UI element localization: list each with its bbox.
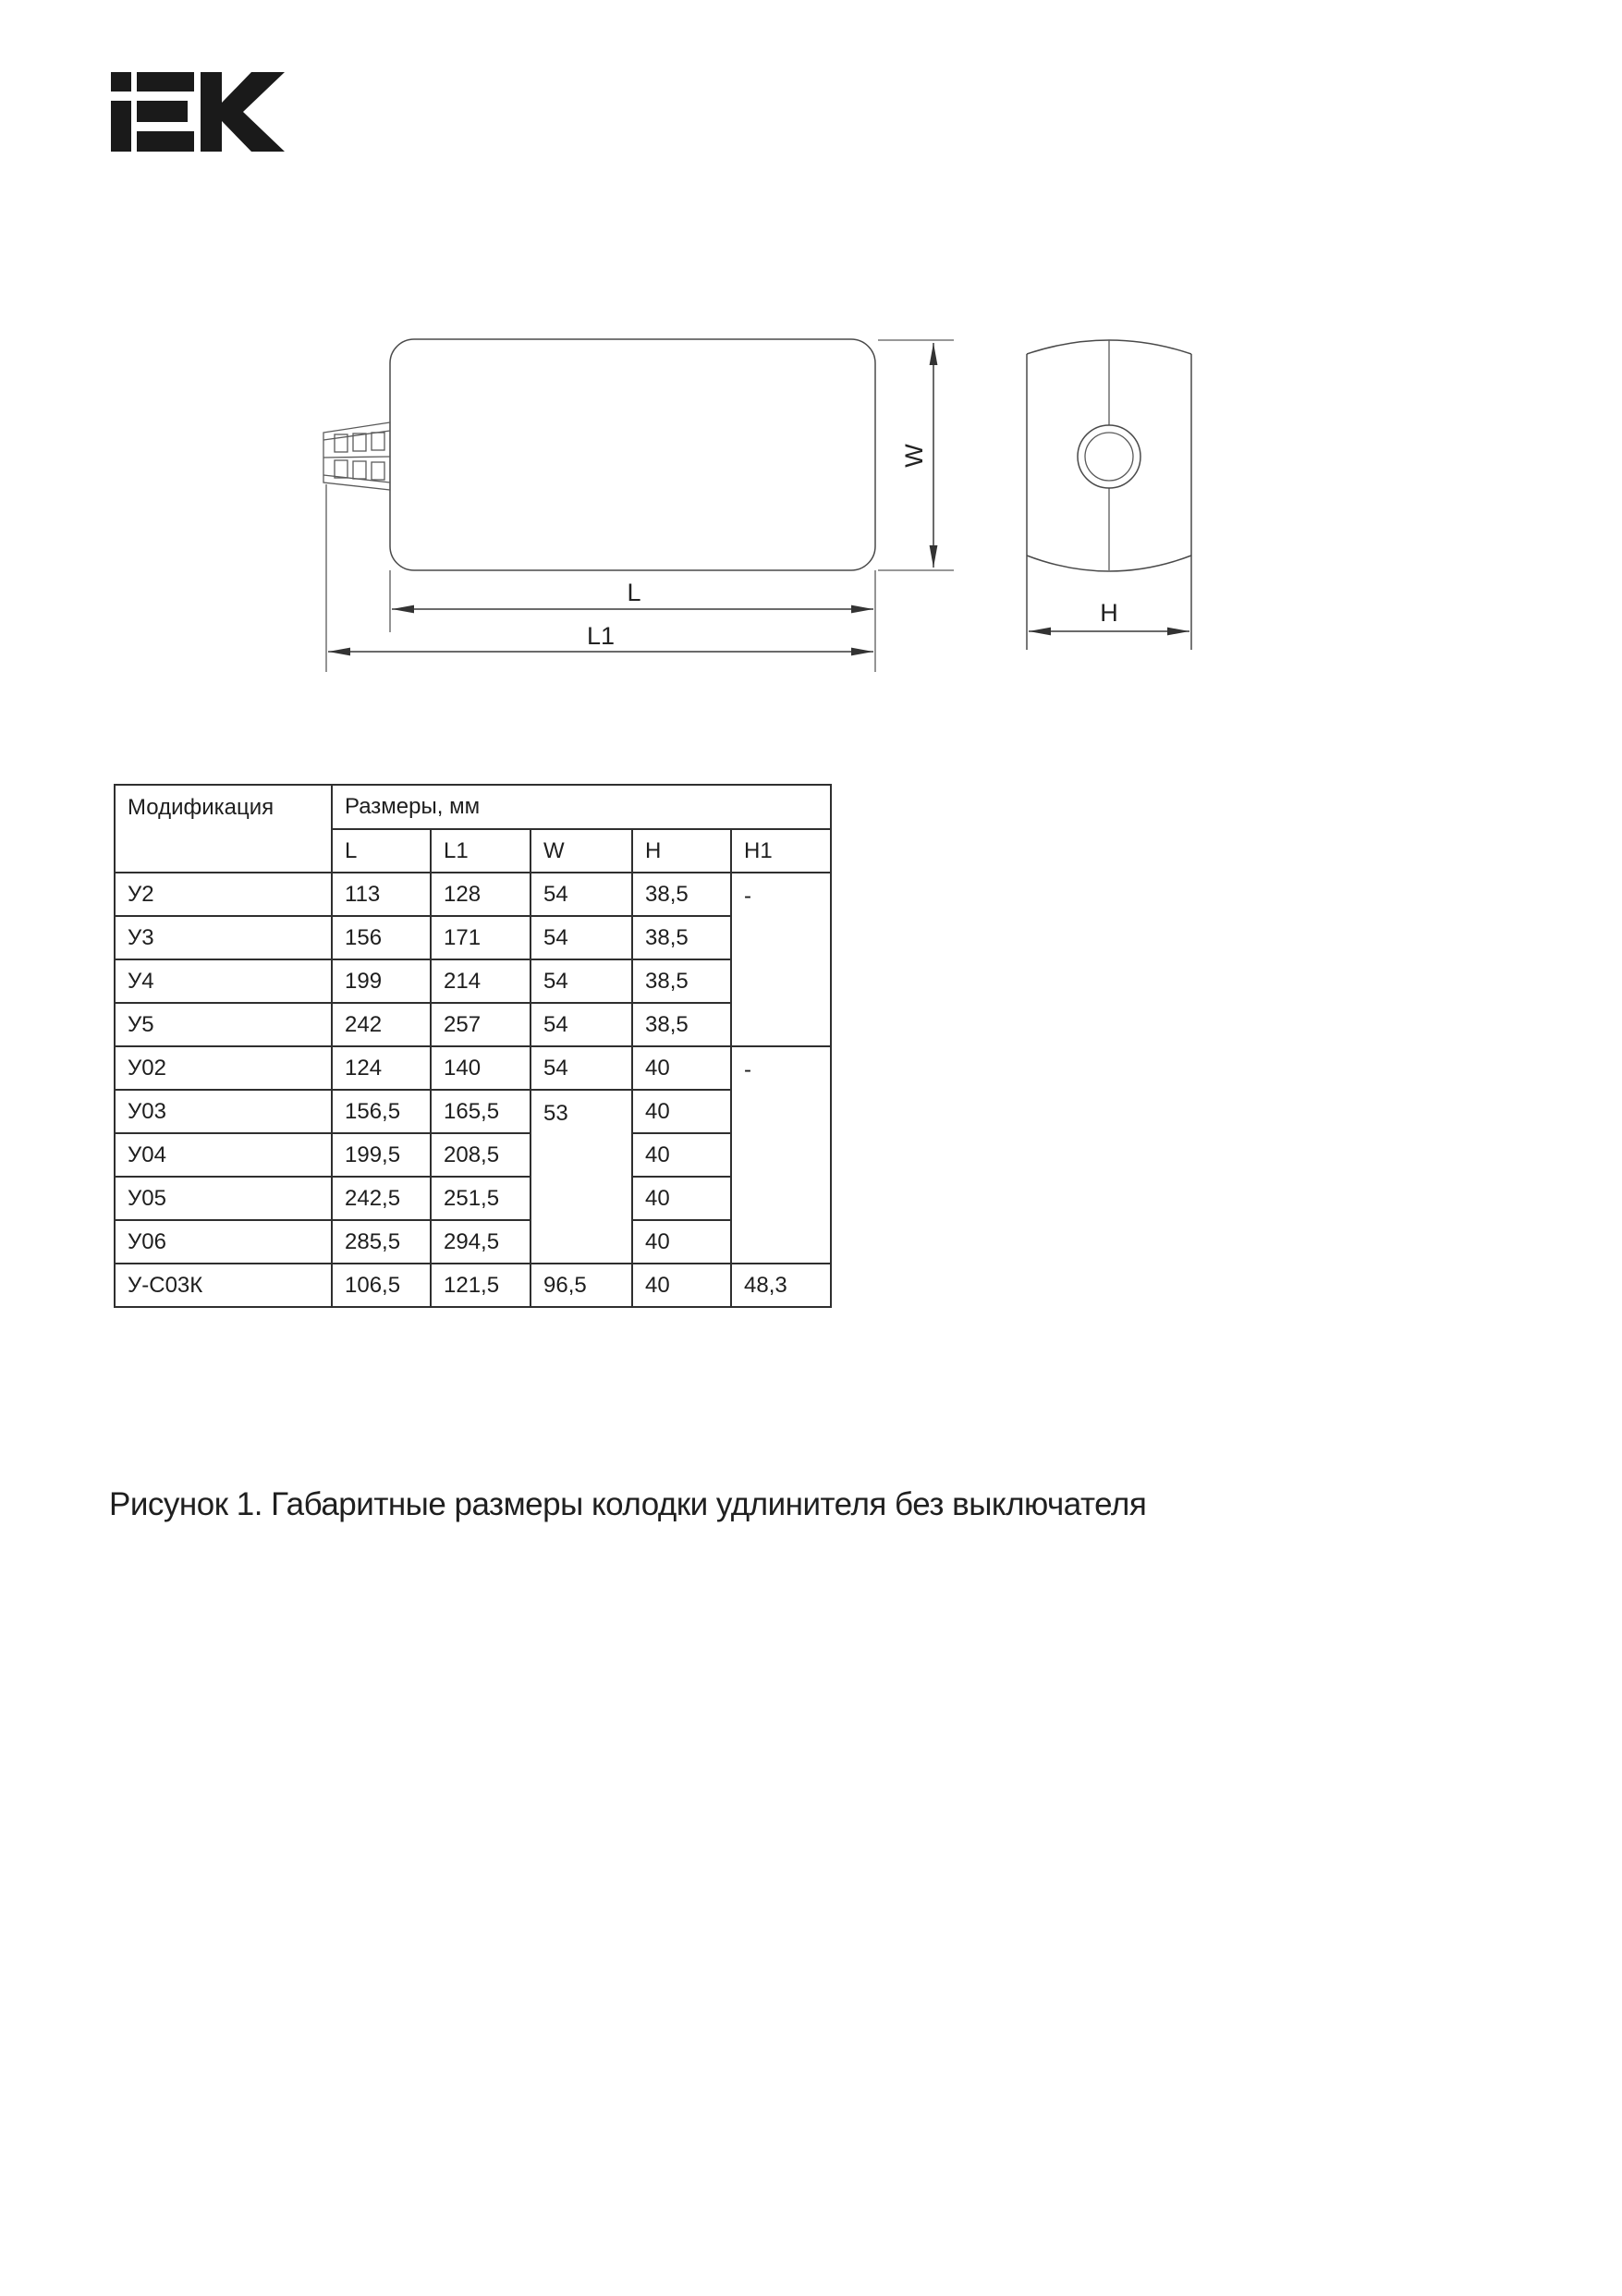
cell-mod: У3 (115, 916, 332, 959)
cell-mod: У4 (115, 959, 332, 1003)
cell-mod: У2 (115, 873, 332, 916)
cell-h: 40 (632, 1220, 731, 1264)
cell-w: 54 (531, 1003, 632, 1046)
cell-l: 199 (332, 959, 431, 1003)
column-header-h1: H1 (731, 829, 831, 873)
column-header-l: L (332, 829, 431, 873)
column-header-dimensions-group: Размеры, мм (332, 785, 831, 829)
table-row (115, 1090, 831, 1133)
cell-w: 54 (531, 1046, 632, 1090)
cell-mod: У02 (115, 1046, 332, 1090)
cell-l1: 214 (431, 959, 531, 1003)
table-row (115, 959, 831, 1003)
table-row (115, 1264, 831, 1307)
cell-h: 38,5 (632, 916, 731, 959)
cell-h1: - (731, 1046, 831, 1264)
cell-mod: У-С03К (115, 1264, 332, 1307)
body-outline (390, 339, 875, 570)
cell-h1: 48,3 (731, 1264, 831, 1307)
dimension-h-label: H (1100, 599, 1118, 627)
cell-mod: У05 (115, 1177, 332, 1220)
dimension-l1 (328, 622, 873, 652)
cell-mod: У04 (115, 1133, 332, 1177)
cell-h: 38,5 (632, 873, 731, 916)
end-view-drawing (1027, 340, 1191, 650)
cable-gland (323, 422, 390, 490)
cell-l: 124 (332, 1046, 431, 1090)
cell-l1: 128 (431, 873, 531, 916)
dimension-w-label: W (900, 444, 928, 468)
cell-w: 53 (531, 1090, 632, 1264)
figure-caption: Рисунок 1. Габаритные размеры колодки удлинителя без выключателя (109, 1486, 1147, 1522)
cell-w: 54 (531, 959, 632, 1003)
cell-h: 40 (632, 1046, 731, 1090)
table-row (115, 1177, 831, 1220)
cell-h: 38,5 (632, 1003, 731, 1046)
dimension-h (1029, 599, 1189, 631)
socket-outer-circle (1078, 425, 1140, 488)
cell-l1: 208,5 (431, 1133, 531, 1177)
cell-w: 96,5 (531, 1264, 632, 1307)
cell-w: 54 (531, 916, 632, 959)
cell-l: 156,5 (332, 1090, 431, 1133)
cell-h: 40 (632, 1090, 731, 1133)
dimension-w (900, 343, 933, 568)
cell-h: 40 (632, 1264, 731, 1307)
cell-h: 40 (632, 1133, 731, 1177)
dimension-l-label: L (627, 579, 641, 606)
cell-h: 40 (632, 1177, 731, 1220)
dimension-drawing (0, 0, 1622, 739)
cell-l: 106,5 (332, 1264, 431, 1307)
cell-mod: У06 (115, 1220, 332, 1264)
table-row (115, 1046, 831, 1090)
cell-l: 242 (332, 1003, 431, 1046)
cell-h1: - (731, 873, 831, 1046)
table-header-row-1 (115, 785, 831, 829)
column-header-h: H (632, 829, 731, 873)
cell-l1: 257 (431, 1003, 531, 1046)
table-row (115, 873, 831, 916)
table-row (115, 916, 831, 959)
cell-l1: 165,5 (431, 1090, 531, 1133)
cell-l1: 140 (431, 1046, 531, 1090)
table-row (115, 1220, 831, 1264)
cell-mod: У03 (115, 1090, 332, 1133)
socket-inner-circle (1085, 433, 1133, 481)
cell-l: 113 (332, 873, 431, 916)
cell-w: 54 (531, 873, 632, 916)
dimensions-table (114, 784, 832, 1308)
cell-l1: 294,5 (431, 1220, 531, 1264)
cell-l1: 121,5 (431, 1264, 531, 1307)
cell-h: 38,5 (632, 959, 731, 1003)
dimension-l1-label: L1 (586, 622, 616, 650)
cell-l1: 251,5 (431, 1177, 531, 1220)
cell-l: 242,5 (332, 1177, 431, 1220)
side-view-drawing (323, 339, 954, 672)
column-header-l1: L1 (431, 829, 531, 873)
column-header-modification: Модификация (115, 785, 332, 873)
table-row (115, 1133, 831, 1177)
cell-l: 199,5 (332, 1133, 431, 1177)
cell-l: 156 (332, 916, 431, 959)
cell-l1: 171 (431, 916, 531, 959)
dimension-l (392, 579, 873, 609)
column-header-w: W (531, 829, 632, 873)
table-row (115, 1003, 831, 1046)
cell-l: 285,5 (332, 1220, 431, 1264)
cell-mod: У5 (115, 1003, 332, 1046)
